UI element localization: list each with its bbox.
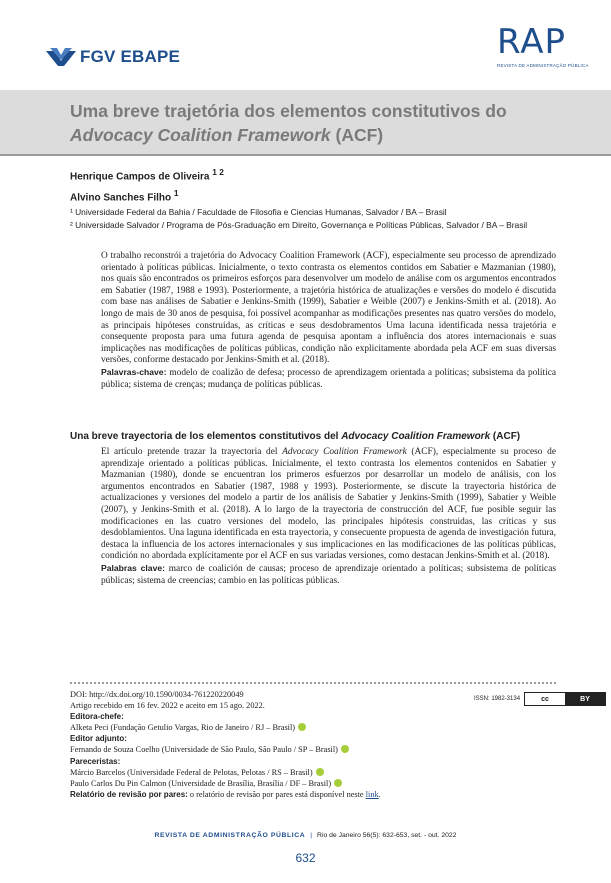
section-es-italic: Advocacy Coalition Framework — [341, 431, 491, 442]
orcid-icon[interactable] — [316, 768, 324, 776]
section-es-part2: (ACF) — [490, 431, 521, 442]
chief-editor-name: Alketa Peci (Fundação Getulio Vargas, Rio de Janeiro / RJ – Brasil) — [70, 723, 296, 733]
deputy-editor-name: Fernando de Souza Coelho (Universidade de São Paulo, São Paulo / SP – Brasil) — [70, 745, 338, 755]
abstract-spanish — [101, 447, 556, 587]
review-report-end: . — [378, 789, 381, 799]
footer-separator: | — [310, 832, 313, 839]
footer-citation: Rio de Janeiro 56(5): 632-653, set. - out. 2022 — [317, 832, 457, 839]
affiliation: ² Universidade Salvador / Programa de Pós-Graduação em Direito, Governança e Políticas Públicas, Salvador / BA – Brasil — [70, 220, 528, 230]
doi[interactable]: DOI: http://dx.doi.org/10.1590/0034-761220220049 — [70, 690, 244, 699]
page-footer — [0, 832, 611, 839]
author-affiliation-sup: 1 2 — [212, 167, 224, 177]
title-part2: (ACF) — [330, 125, 384, 145]
reviewers-label: Pareceristas: — [70, 756, 121, 766]
author-name: Henrique Campos de Oliveira — [70, 171, 210, 183]
title-italic: Advocacy Coalition Framework — [70, 125, 331, 145]
abstract-es-italic: Advocacy Coalition Framework — [282, 447, 407, 457]
dotted-divider — [70, 682, 556, 684]
issn: ISSN: 1982-3134 — [474, 696, 521, 702]
reviewer-name: Márcio Barcelos (Universidade Federal de Pelotas, Pelotas / RS – Brasil) — [70, 767, 313, 777]
orcid-icon[interactable] — [341, 745, 349, 753]
creative-commons-icon[interactable] — [524, 692, 606, 706]
rap-subtitle: REVISTA DE ADMINISTRAÇÃO PÚBLICA — [497, 63, 589, 68]
author-name: Alvino Sanches Filho — [70, 192, 172, 204]
publisher-name: FGV EBAPE — [80, 47, 181, 66]
fgv-ebape-logo — [46, 47, 180, 67]
footer-journal: REVISTA DE ADMINISTRAÇÃO PÚBLICA — [154, 832, 306, 839]
author — [70, 164, 224, 185]
chief-editor — [70, 722, 470, 733]
abstract-es-text: (ACF), especialmente su proceso de aprendizaje orientado a políticas públicas. Inicialmente, el texto contrasta los elementos contenidos en Sabatier y Mazmanian (1980), donde se encuentran los primeros esfuerzos por desarrollar un modelo de análisis, con los argumentos encontrados en Sabatier (1987, 1988 y 1993). Posteriormente, se discute la trayectoria histórica de actualizaciones y versiones del modelo a partir de los análisis de Sabatier y Jenkins-Smith (1999), Sabatier y Weible (2007), y Jenkins-Smith et al. (2018). A lo largo de la trayectoria de construcción del ACF, fue posible seguir las modificaciones en las cuatro versiones del modelo, las principales hipótesis construidas, las críticas y sus desdoblamientos. Una laguna identificada en esta trayectoria, y consecuente propuesta de agenda de investigación futura, destaca la influencia de los actores internacionales y sus implicaciones en las modificaciones de las políticas públicas, condición no abordada explícitamente por el ACF en sus variadas versiones, como destacan Jenkins-Smith et al. (2018). — [101, 447, 556, 562]
title-part1: Uma breve trajetória dos elementos constitutivos do — [70, 101, 507, 121]
abstract-pt-text: O trabalho reconstrói a trajetória do Advocacy Coalition Framework (ACF), especialmente seu processo de aprendizado orientado à políticas públicas. Inicialmente, o texto contrasta os elementos contidos em Sabatier e Mazmanian (1980), nos quais são encontrados os primeiros esforços para desenvolver um modelo de análise com os argumentos encontrados em Sabatier (1987, 1988 e 1993). Posteriormente, a trajetória histórica de atualizações e versões do modelo é discutida com base nas análises de Sabatier e Jenkins-Smith (1999), Sabatier e Weible (2007) e Jenkins-Smith et al. (2018). Ao longo de mais de 30 anos de pesquisa, foi possível acompanhar as modificações presentes nas quatro versões do modelo, as principais hipóteses construídas, as críticas e seus desdobramentos Uma lacuna identificada nessa trajetória e consequente proposta para uma futura agenda de pesquisa apontam a influência dos atores internacionais e suas implicações nas modificações de políticas públicas, condição não explicitamente abordada pela ACF em suas diversas versões, conforme destacado por Jenkins-Smith et al. (2018). — [101, 251, 556, 366]
review-report-label: Relatório de revisão por pares: — [70, 789, 188, 799]
author-list — [70, 164, 224, 207]
title-band — [0, 90, 611, 156]
author-affiliation-sup: 1 — [173, 188, 179, 199]
abstract-portuguese — [101, 251, 556, 391]
keywords-es-label: Palabras clave: — [101, 562, 166, 573]
page-header — [0, 0, 611, 90]
received-dates: Artigo recebido em 16 fev. 2022 e aceito em 15 ago. 2022. — [70, 701, 265, 711]
deputy-editor-label: Editor adjunto: — [70, 734, 127, 744]
article-title — [70, 99, 570, 147]
cc-badge-cell: cc — [541, 695, 549, 703]
review-report-link[interactable]: link — [365, 789, 379, 799]
keywords-pt-label: Palavras-chave: — [101, 366, 167, 377]
keywords-es — [101, 563, 556, 587]
page-number: 632 — [295, 851, 316, 865]
rap-logo — [497, 22, 589, 68]
review-report-text: o relatório de revisão por pares está disponível neste — [187, 789, 366, 799]
reviewer-name: Paulo Carlos Du Pin Calmon (Universidade de Brasília, Brasília / DF – Brasil) — [70, 778, 332, 788]
article-metadata — [70, 689, 470, 800]
license-box — [474, 692, 606, 706]
affiliation: ¹ Universidade Federal da Bahia / Faculdade de Filosofia e Ciencias Humanas, Salvador / BA – Brasil — [70, 207, 447, 217]
keywords-pt — [101, 367, 556, 391]
abstract-es-pre: El artículo pretende trazar la trayectoria del — [101, 447, 283, 457]
section-title-spanish — [70, 431, 520, 442]
cc-by-cell: BY — [565, 693, 605, 705]
rap-title: RAP — [497, 22, 567, 62]
chief-editor-label: Editora-chefe: — [70, 712, 124, 722]
keywords-es-text: marco de coalición de causas; proceso de aprendizaje orientado a políticas; subsistema de políticas públicas; sistema de creencias; cambio en las políticas públicas. — [101, 563, 556, 586]
deputy-editor — [70, 744, 470, 755]
fgv-chevron-icon — [46, 48, 76, 66]
section-es-part1: Una breve trayectoria de los elementos constitutivos del — [70, 431, 342, 442]
reviewer — [70, 767, 470, 778]
reviewer — [70, 778, 470, 789]
author — [70, 185, 224, 206]
review-report — [70, 789, 470, 800]
orcid-icon[interactable] — [298, 723, 306, 731]
keywords-pt-text: modelo de coalizão de defesa; processo de aprendizagem orientada a políticas; subsistema da política pública; sistema de crenças; mudança de políticas públicas. — [101, 367, 556, 390]
affiliation-list — [70, 206, 527, 232]
orcid-icon[interactable] — [334, 779, 342, 787]
